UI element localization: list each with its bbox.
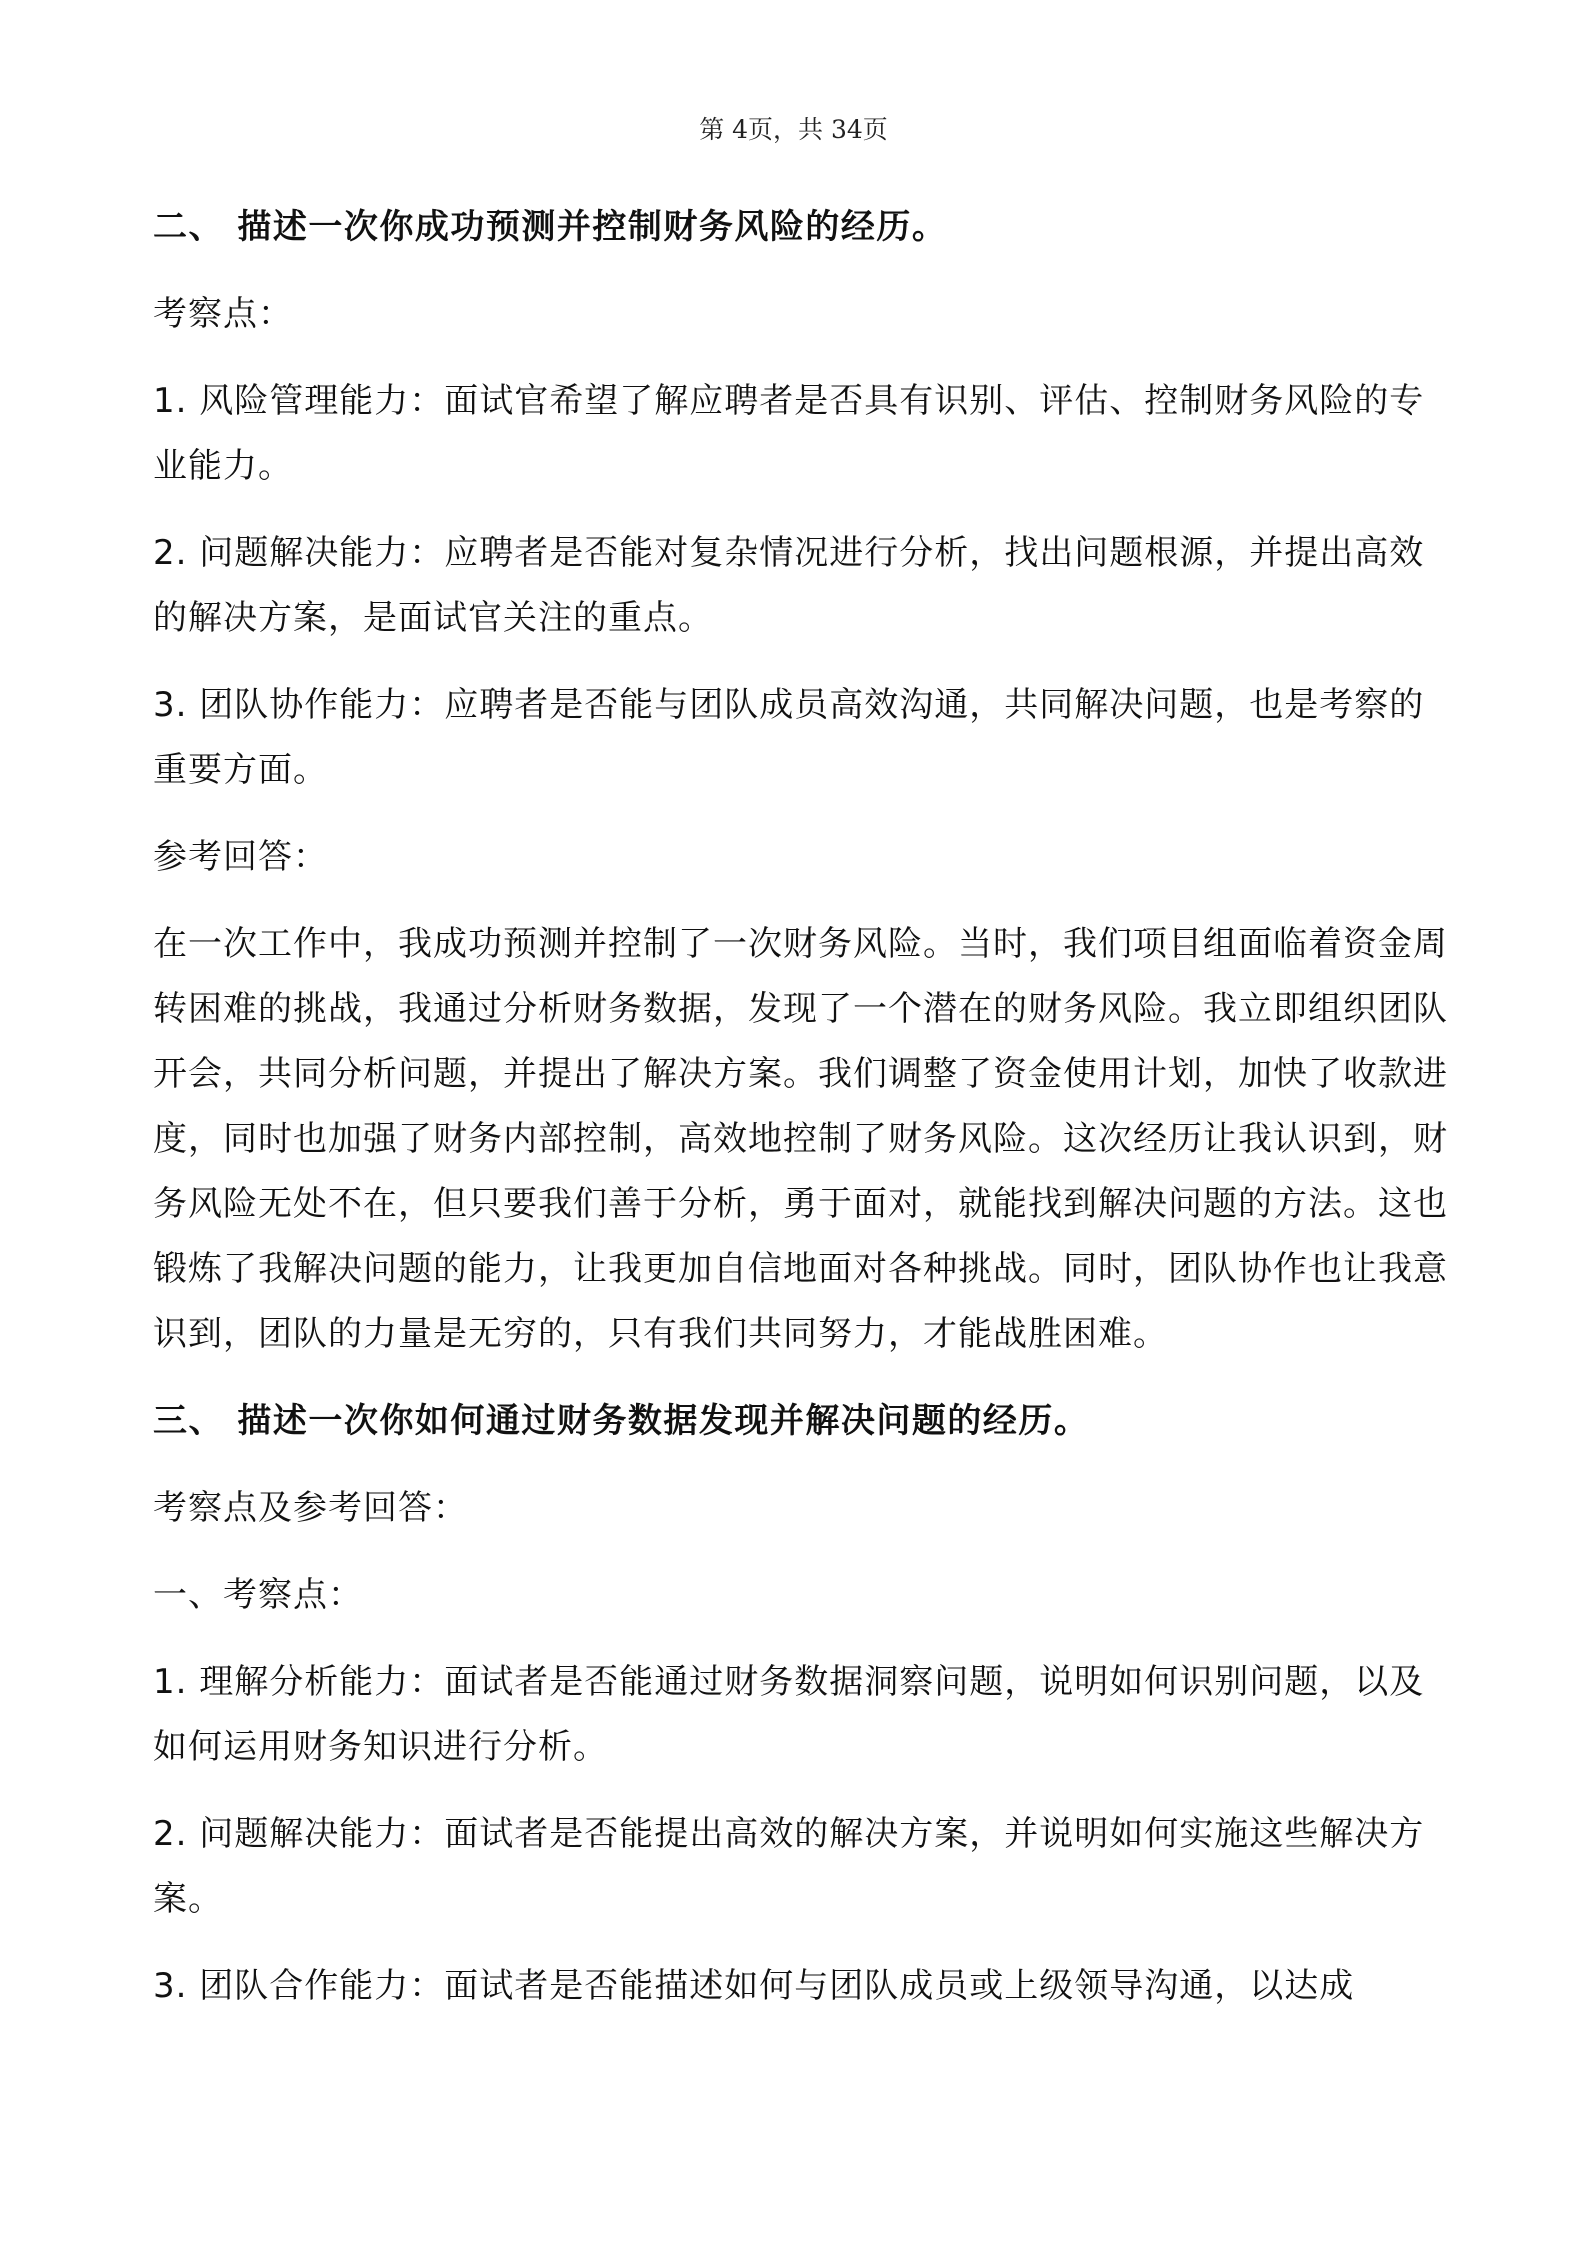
- reference-answer-label: 参考回答：: [153, 837, 328, 877]
- sub-assessment-label: 一、考察点：: [153, 1575, 363, 1615]
- section-heading-2: 二、 描述一次你成功预测并控制财务风险的经历。: [153, 207, 948, 247]
- assessment-point-1: 1. 风险管理能力：面试官希望了解应聘者是否具有识别、评估、控制财务风险的专业能力。: [153, 381, 1425, 486]
- s3-point-1: 1. 理解分析能力：面试者是否能通过财务数据洞察问题，说明如何识别问题，以及如何运用财务知识进行分析。: [153, 1662, 1425, 1767]
- reference-answer: 在一次工作中，我成功预测并控制了一次财务风险。当时，我们项目组面临着资金周转困难的挑战，我通过分析财务数据，发现了一个潜在的财务风险。我立即组织团队开会，共同分析问题，并提出了解决方案。我们调整了资金使用计划，加快了收款进度，同时也加强了财务内部控制，高效地控制了财务风险。这次经历让我认识到，财务风险无处不在，但只要我们善于分析，勇于面对，就能找到解决问题的方法。这也锻炼了我解决问题的能力，让我更加自信地面对各种挑战。同时，团队协作也让我意识到，团队的力量是无穷的，只有我们共同努力，才能战胜困难。: [153, 924, 1448, 1354]
- s3-point-3: 3. 团队合作能力：面试者是否能描述如何与团队成员或上级领导沟通，以达成: [153, 1966, 1355, 2006]
- section-heading-3: 三、 描述一次你如何通过财务数据发现并解决问题的经历。: [153, 1401, 1090, 1441]
- points-and-answer-label: 考察点及参考回答：: [153, 1488, 468, 1528]
- page-indicator: 第 4页，共 34页: [699, 115, 888, 144]
- assessment-points-label: 考察点：: [153, 294, 293, 334]
- s3-point-2: 2. 问题解决能力：面试者是否能提出高效的解决方案，并说明如何实施这些解决方案。: [153, 1814, 1425, 1919]
- document-body: [153, 195, 1448, 2019]
- assessment-point-3: 3. 团队协作能力：应聘者是否能与团队成员高效沟通，共同解决问题，也是考察的重要方面。: [153, 685, 1425, 790]
- assessment-point-2: 2. 问题解决能力：应聘者是否能对复杂情况进行分析，找出问题根源，并提出高效的解决方案，是面试官关注的重点。: [153, 533, 1425, 638]
